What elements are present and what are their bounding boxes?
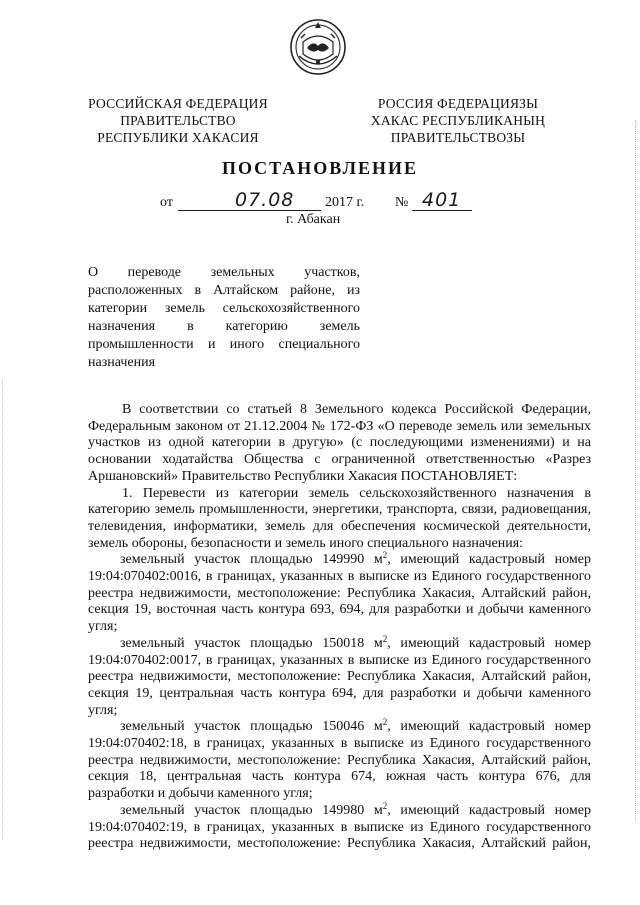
body-line: реестра недвижимости, местоположение: Республика Хакасия, Алтайский район, bbox=[88, 752, 591, 768]
plot-area-text: земельный участок площадью 150018 м bbox=[120, 635, 383, 651]
body-line: разработки и добычи каменного угля; bbox=[88, 786, 313, 802]
coat-of-arms-emblem bbox=[289, 18, 347, 76]
paragraph-clause-1 bbox=[88, 486, 591, 553]
header-right-line-3: ПРАВИТЕЛЬСТВОЗЫ bbox=[390, 130, 526, 145]
body-line: основании ходатайства Общества с ограниченной ответственностью «Разрез bbox=[88, 452, 591, 468]
body-line bbox=[88, 719, 591, 736]
handwritten-number: 401 bbox=[422, 189, 462, 211]
header-right-line-2: ХАКАС РЕСПУБЛИКАНЫҢ bbox=[370, 113, 546, 128]
subject-line: категории земель сельскохозяйственного bbox=[88, 301, 360, 316]
body-line bbox=[88, 800, 591, 820]
body-line: секция 19, центральная часть контура 694, для разработки и добычи каменного bbox=[88, 685, 591, 701]
plot-cadastral-text: , имеющий кадастровый номер bbox=[387, 635, 591, 651]
handwritten-date: 07.08 bbox=[235, 189, 295, 211]
plot-cadastral-text: , имеющий кадастровый номер bbox=[387, 552, 591, 568]
header-left-block bbox=[78, 95, 278, 146]
body-line: категорию земель промышленности, энергетики, транспорта, связи, радиовещания, bbox=[88, 502, 591, 518]
date-number-line bbox=[150, 189, 490, 213]
superscript-2: 2 bbox=[382, 800, 388, 811]
plot-area-text: земельный участок площадью 149980 м bbox=[120, 802, 383, 818]
body-line: телевидения, информатики, земель для обеспечения космической деятельности, bbox=[88, 518, 591, 534]
body-line: угля; bbox=[88, 619, 118, 635]
body-line bbox=[88, 552, 591, 569]
superscript-2: 2 bbox=[382, 717, 388, 728]
header-left-line-1: РОССИЙСКАЯ ФЕДЕРАЦИЯ bbox=[88, 96, 268, 111]
body-line: 19:04:070402:0016, в границах, указанных в выписке из Единого государственного bbox=[88, 569, 591, 585]
body-line: участков из одной категории в другую» (с последующими изменениями) и на bbox=[88, 435, 591, 451]
header-left-line-2: ПРАВИТЕЛЬСТВО bbox=[120, 113, 236, 128]
header-right-line-1: РОССИЯ ФЕДЕРАЦИЯЗЫ bbox=[377, 96, 539, 111]
city-label: г. Абакан bbox=[286, 212, 341, 227]
plot-cadastral-text: , имеющий кадастровый номер bbox=[387, 719, 591, 735]
plot-cadastral-text: , имеющий кадастровый номер bbox=[387, 802, 591, 818]
superscript-2: 2 bbox=[382, 633, 388, 644]
plot-area-text: земельный участок площадью 149990 м bbox=[120, 552, 383, 568]
subject-line: промышленности и иного специального bbox=[88, 337, 360, 352]
subject-line: назначения bbox=[88, 355, 156, 370]
body-line: Федеральным законом от 21.12.2004 № 172-ФЗ «О переводе земель или земельных bbox=[88, 418, 591, 434]
body-line: реестра недвижимости, местоположение: Республика Хакасия, Алтайский район, bbox=[88, 669, 591, 685]
body-line: Аршановский» Правительство Республики Хакасия ПОСТАНОВЛЯЕТ: bbox=[88, 468, 518, 484]
date-year: 2017 г. bbox=[325, 195, 365, 210]
body-line: реестра недвижимости, местоположение: Республика Хакасия, Алтайский район, bbox=[88, 585, 591, 601]
subject-block bbox=[88, 264, 360, 372]
body-line: 19:04:070402:19, в границах, указанных в выписке из Единого государственного bbox=[88, 819, 591, 835]
body-line: 19:04:070402:0017, в границах, указанных в выписке из Единого государственного bbox=[88, 652, 591, 668]
body-line: секция 19, восточная часть контура 693, 694, для разработки и добычи каменного bbox=[88, 602, 591, 618]
subject-line: расположенных в Алтайском районе, из bbox=[88, 283, 360, 298]
paragraph-plot-3 bbox=[88, 719, 591, 803]
plot-area-text: земельный участок площадью 150046 м bbox=[120, 719, 383, 735]
header-left-line-3: РЕСПУБЛИКИ ХАКАСИЯ bbox=[97, 130, 259, 145]
paragraph-plot-2 bbox=[88, 633, 591, 720]
body-line: В соответствии со статьей 8 Земельного кодекса Российской Федерации, bbox=[122, 402, 591, 417]
scan-margin-left bbox=[2, 380, 5, 840]
body-line: реестра недвижимости, местоположение: Республика Хакасия, Алтайский район, bbox=[88, 836, 591, 852]
superscript-2: 2 bbox=[382, 550, 388, 561]
body-line: земель обороны, безопасности и земель иного специального назначения: bbox=[88, 535, 524, 551]
body-line bbox=[88, 633, 591, 653]
body-line: угля; bbox=[88, 702, 118, 718]
header-right-block bbox=[358, 95, 558, 146]
number-label: № bbox=[395, 195, 409, 210]
document-body bbox=[88, 402, 591, 853]
body-line: секция 18, центральная часть контура 674, южная часть контура 676, для bbox=[88, 769, 591, 785]
paragraph-preamble bbox=[88, 402, 591, 486]
body-line: 1. Перевести из категории земель сельскохозяйственного назначения в bbox=[122, 485, 591, 501]
date-from-label: от bbox=[160, 195, 173, 210]
scan-margin-right bbox=[635, 120, 638, 820]
subject-line: назначения в категорию земель bbox=[88, 319, 360, 334]
paragraph-plot-1 bbox=[88, 552, 591, 636]
subject-line: О переводе земельных участков, bbox=[88, 265, 360, 280]
body-line: 19:04:070402:18, в границах, указанных в выписке из Единого государственного bbox=[88, 736, 591, 752]
document-title: ПОСТАНОВЛЕНИЕ bbox=[221, 158, 419, 178]
paragraph-plot-4 bbox=[88, 800, 591, 853]
